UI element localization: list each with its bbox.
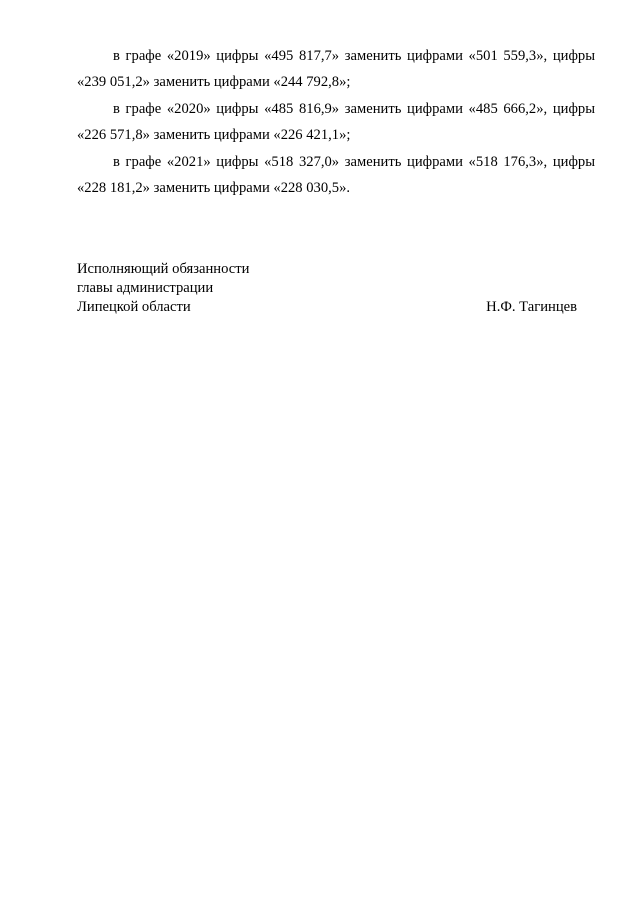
paragraph-2021: в графе «2021» цифры «518 327,0» заменить цифрами «518 176,3», цифры «228 181,2» заменить цифрами «228 030,5». — [77, 153, 595, 197]
signature-position-line — [77, 298, 577, 317]
signatory-name: Н.Ф. Тагинцев — [486, 299, 577, 315]
document-body — [77, 43, 595, 201]
signature-position-line — [77, 260, 577, 279]
signature-position-text: Исполняющий обязанности — [77, 261, 250, 277]
signature-position-line — [77, 279, 577, 298]
signature-block — [77, 260, 577, 317]
signature-position-text: главы администрации — [77, 280, 214, 296]
signature-position-text: Липецкой области — [77, 299, 191, 315]
paragraph-2019: в графе «2019» цифры «495 817,7» заменить цифрами «501 559,3», цифры «239 051,2» заменить цифрами «244 792,8»; — [77, 48, 595, 91]
paragraph-2020: в графе «2020» цифры «485 816,9» заменить цифрами «485 666,2», цифры «226 571,8» заменить цифрами «226 421,1»; — [77, 100, 595, 144]
